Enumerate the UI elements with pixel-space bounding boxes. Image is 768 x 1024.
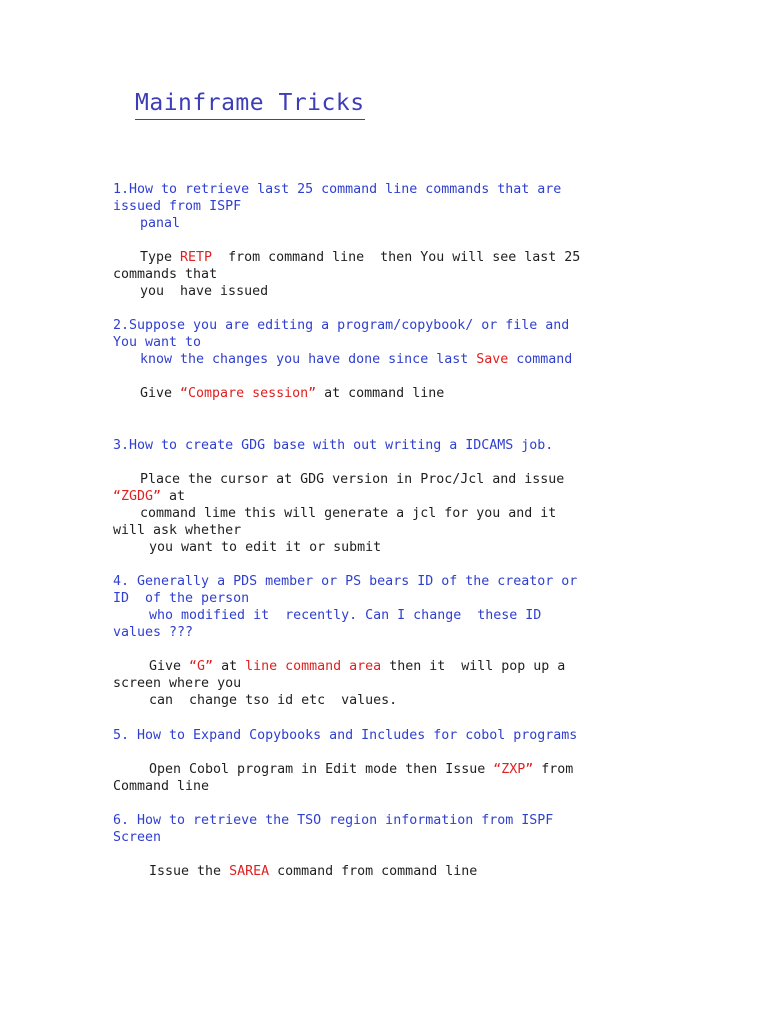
answer-2-text-pre: Give bbox=[140, 386, 181, 401]
question-4-line-3: who modified it recently. Can I change these ID bbox=[149, 608, 542, 623]
question-3-line-1: 3.How to create GDG base with out writing a IDCAMS job. bbox=[113, 438, 554, 453]
answer-3-text-post: at bbox=[161, 489, 186, 504]
answer-5-command: “ZXP” bbox=[493, 762, 534, 777]
answer-4-area: line command area bbox=[245, 659, 382, 674]
question-2-line-2: You want to bbox=[113, 335, 202, 350]
question-1-line-3: panal bbox=[140, 216, 181, 231]
question-4-line-2: ID of the person bbox=[113, 591, 250, 606]
answer-1-text-post: from command line then You will see last 25 bbox=[212, 250, 581, 265]
question-1-line-1: 1.How to retrieve last 25 command line commands that are bbox=[113, 182, 562, 197]
answer-3-line-5: you want to edit it or submit bbox=[149, 540, 382, 555]
answer-6-command: SAREA bbox=[229, 864, 270, 879]
question-2-text-pre: know the changes you have done since last bbox=[140, 352, 477, 367]
answer-5-text-post: from bbox=[533, 762, 574, 777]
answer-2-line-1 bbox=[113, 385, 444, 402]
answer-1-text-pre: Type bbox=[140, 250, 181, 265]
answer-4-line-2: screen where you bbox=[113, 676, 242, 691]
question-2-line-3 bbox=[113, 351, 572, 368]
answer-4-text-post: then it will pop up a bbox=[381, 659, 566, 674]
answer-3-command: “ZGDG” bbox=[113, 489, 162, 504]
question-6-line-1: 6. How to retrieve the TSO region information from ISPF bbox=[113, 813, 554, 828]
answer-1-line-1 bbox=[113, 249, 580, 266]
question-4-line-4: values ??? bbox=[113, 625, 194, 640]
question-5-line-1: 5. How to Expand Copybooks and Includes for cobol programs bbox=[113, 728, 578, 743]
question-2-save-keyword: Save bbox=[476, 352, 509, 367]
answer-4-text-pre: Give bbox=[149, 659, 190, 674]
question-4-line-1: 4. Generally a PDS member or PS bears ID of the creator or bbox=[113, 574, 578, 589]
answer-4-command: “G” bbox=[189, 659, 214, 674]
answer-6-text-pre: Issue the bbox=[149, 864, 230, 879]
answer-4-line-3: can change tso id etc values. bbox=[149, 693, 398, 708]
answer-1-line-3: you have issued bbox=[140, 284, 269, 299]
answer-3-line-2 bbox=[113, 488, 185, 505]
answer-2-command: “Compare session” bbox=[180, 386, 317, 401]
answer-5-text-pre: Open Cobol program in Edit mode then Issue bbox=[149, 762, 494, 777]
page-title: Mainframe Tricks bbox=[135, 88, 365, 120]
answer-5-line-2: Command line bbox=[113, 779, 210, 794]
question-2-text-post: command bbox=[508, 352, 573, 367]
answer-5-line-1 bbox=[113, 761, 573, 778]
answer-1-command: RETP bbox=[180, 250, 213, 265]
answer-2-text-post: at command line bbox=[316, 386, 445, 401]
answer-3-line-1: Place the cursor at GDG version in Proc/Jcl and issue bbox=[140, 472, 565, 487]
question-1-line-2: issued from ISPF bbox=[113, 199, 242, 214]
answer-3-line-4: will ask whether bbox=[113, 523, 242, 538]
answer-4-text-mid: at bbox=[213, 659, 246, 674]
question-6-line-2: Screen bbox=[113, 830, 162, 845]
question-2-line-1: 2.Suppose you are editing a program/copybook/ or file and bbox=[113, 318, 570, 333]
answer-6-line-1 bbox=[113, 863, 477, 880]
answer-3-line-3: command lime this will generate a jcl for you and it bbox=[140, 506, 557, 521]
answer-4-line-1 bbox=[113, 658, 565, 675]
answer-6-text-post: command from command line bbox=[269, 864, 478, 879]
answer-1-line-2: commands that bbox=[113, 267, 218, 282]
